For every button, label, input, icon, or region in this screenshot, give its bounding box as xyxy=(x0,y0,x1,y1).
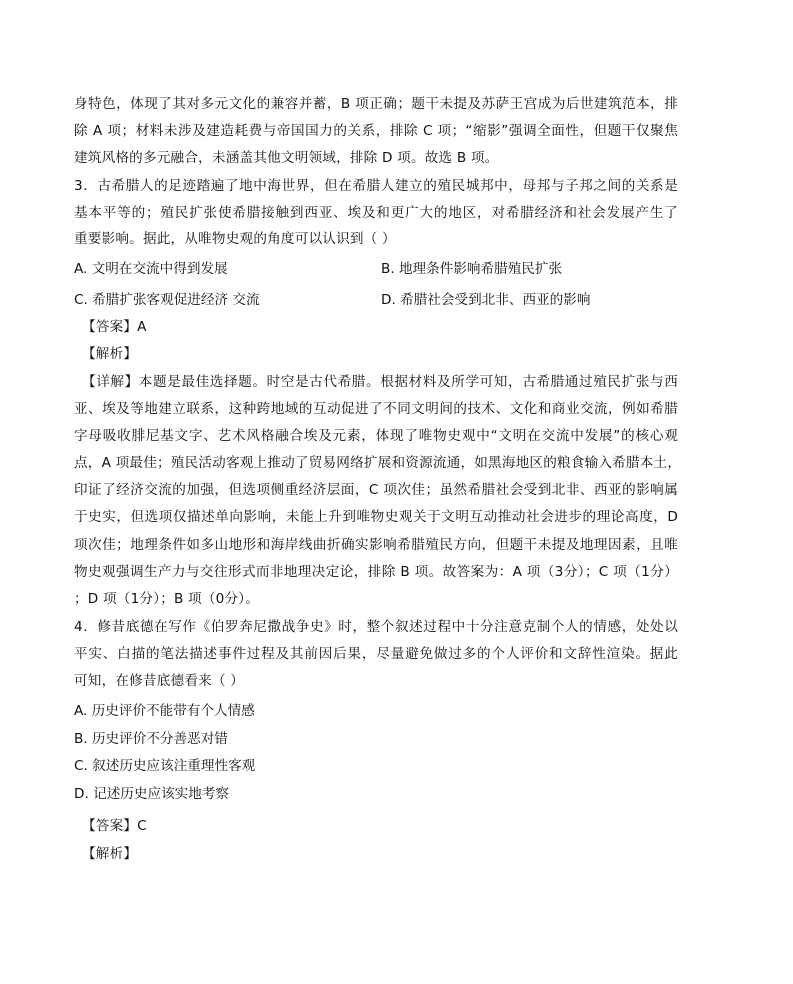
prev-explanation-line-1: 身特色，体现了其对多元文化的兼容并蓄，B 项正确；题干未提及苏萨王宫成为后世建筑范本，排 xyxy=(74,96,678,112)
q3-stem-line-2: 基本平等的；殖民扩张使希腊接触到西亚、埃及和更广大的地区，对希腊经济和社会发展产生了 xyxy=(74,205,678,221)
q4-option-b: B. 历史评价不分善恶对错 xyxy=(74,731,228,747)
q4-analysis-label: 【解析】 xyxy=(82,846,138,862)
q3-detail-line-2: 亚、埃及等地建立联系，这种跨地域的互动促进了不同文明间的技术、文化和商业交流，例如希腊 xyxy=(74,401,678,417)
q3-detail-line-3: 字母吸收腓尼基文字、艺术风格融合埃及元素，体现了唯物史观中“文明在交流中发展”的核心观 xyxy=(74,428,678,444)
q3-analysis-label: 【解析】 xyxy=(82,346,138,362)
q4-option-c: C. 叙述历史应该注重理性客观 xyxy=(74,758,256,774)
q4-stem-line-3: 可知，在修昔底德看来（ ） xyxy=(74,673,245,689)
q3-detail-line-7: 项次佳；地理条件如多山地形和海岸线曲折确实影响希腊殖民方向，但题干未提及地理因素，且唯 xyxy=(74,537,678,553)
q3-detail-line-5: 印证了经济交流的加强，但选项侧重经济层面，C 项次佳；虽然希腊社会受到北非、西亚的影响属 xyxy=(74,482,678,498)
q3-detail-line-8: 物史观强调生产力与交往形式而非地理决定论，排除 B 项。故答案为：A 项（3分）；C 项（1分） xyxy=(74,564,678,580)
q3-stem-line-3: 重要影响。据此，从唯物史观的角度可以认识到（ ） xyxy=(74,231,396,247)
q4-answer: 【答案】C xyxy=(82,818,147,834)
q3-detail-line-9: ；D 项（1分）；B 项（0分）。 xyxy=(74,591,260,607)
prev-explanation-line-3: 建筑风格的多元融合，未涵盖其他文明领域，排除 D 项。故选 B 项。 xyxy=(74,150,499,166)
q3-option-c: C. 希腊扩张客观促进经济 交流 xyxy=(74,292,260,308)
q4-stem-line-1: 4．修昔底德在写作《伯罗奔尼撒战争史》时，整个叙述过程中十分注意克制个人的情感，处处以 xyxy=(74,619,678,635)
q3-option-d: D. 希腊社会受到北非、西亚的影响 xyxy=(381,292,591,308)
q4-option-d: D. 记述历史应该实地考察 xyxy=(74,786,230,802)
q3-detail-line-4: 点，A 项最佳；殖民活动客观上推动了贸易网络扩展和资源流通，如黑海地区的粮食输入希腊本土， xyxy=(74,455,682,471)
q3-detail-line-6: 于史实，但选项仅描述单向影响，未能上升到唯物史观关于文明互动推动社会进步的理论高度，D xyxy=(74,509,678,525)
prev-explanation-line-2: 除 A 项；材料未涉及建造耗费与帝国国力的关系，排除 C 项；“缩影”强调全面性，但题干仅聚焦 xyxy=(74,123,678,139)
q3-answer: 【答案】A xyxy=(82,319,147,335)
q3-detail-line-1: 【详解】本题是最佳选择题。时空是古代希腊。根据材料及所学可知，古希腊通过殖民扩张与西 xyxy=(82,374,678,390)
q3-stem-line-1: 3．古希腊人的足迹踏遍了地中海世界，但在希腊人建立的殖民城邦中，母邦与子邦之间的关系是 xyxy=(74,178,678,194)
q4-option-a: A. 历史评价不能带有个人情感 xyxy=(74,703,255,719)
q4-stem-line-2: 平实、白描的笔法描述事件过程及其前因后果，尽量避免做过多的个人评价和文辞性渲染。据此 xyxy=(74,646,678,662)
q3-option-a: A. 文明在交流中得到发展 xyxy=(74,261,228,277)
q3-option-b: B. 地理条件影响希腊殖民扩张 xyxy=(381,261,563,277)
